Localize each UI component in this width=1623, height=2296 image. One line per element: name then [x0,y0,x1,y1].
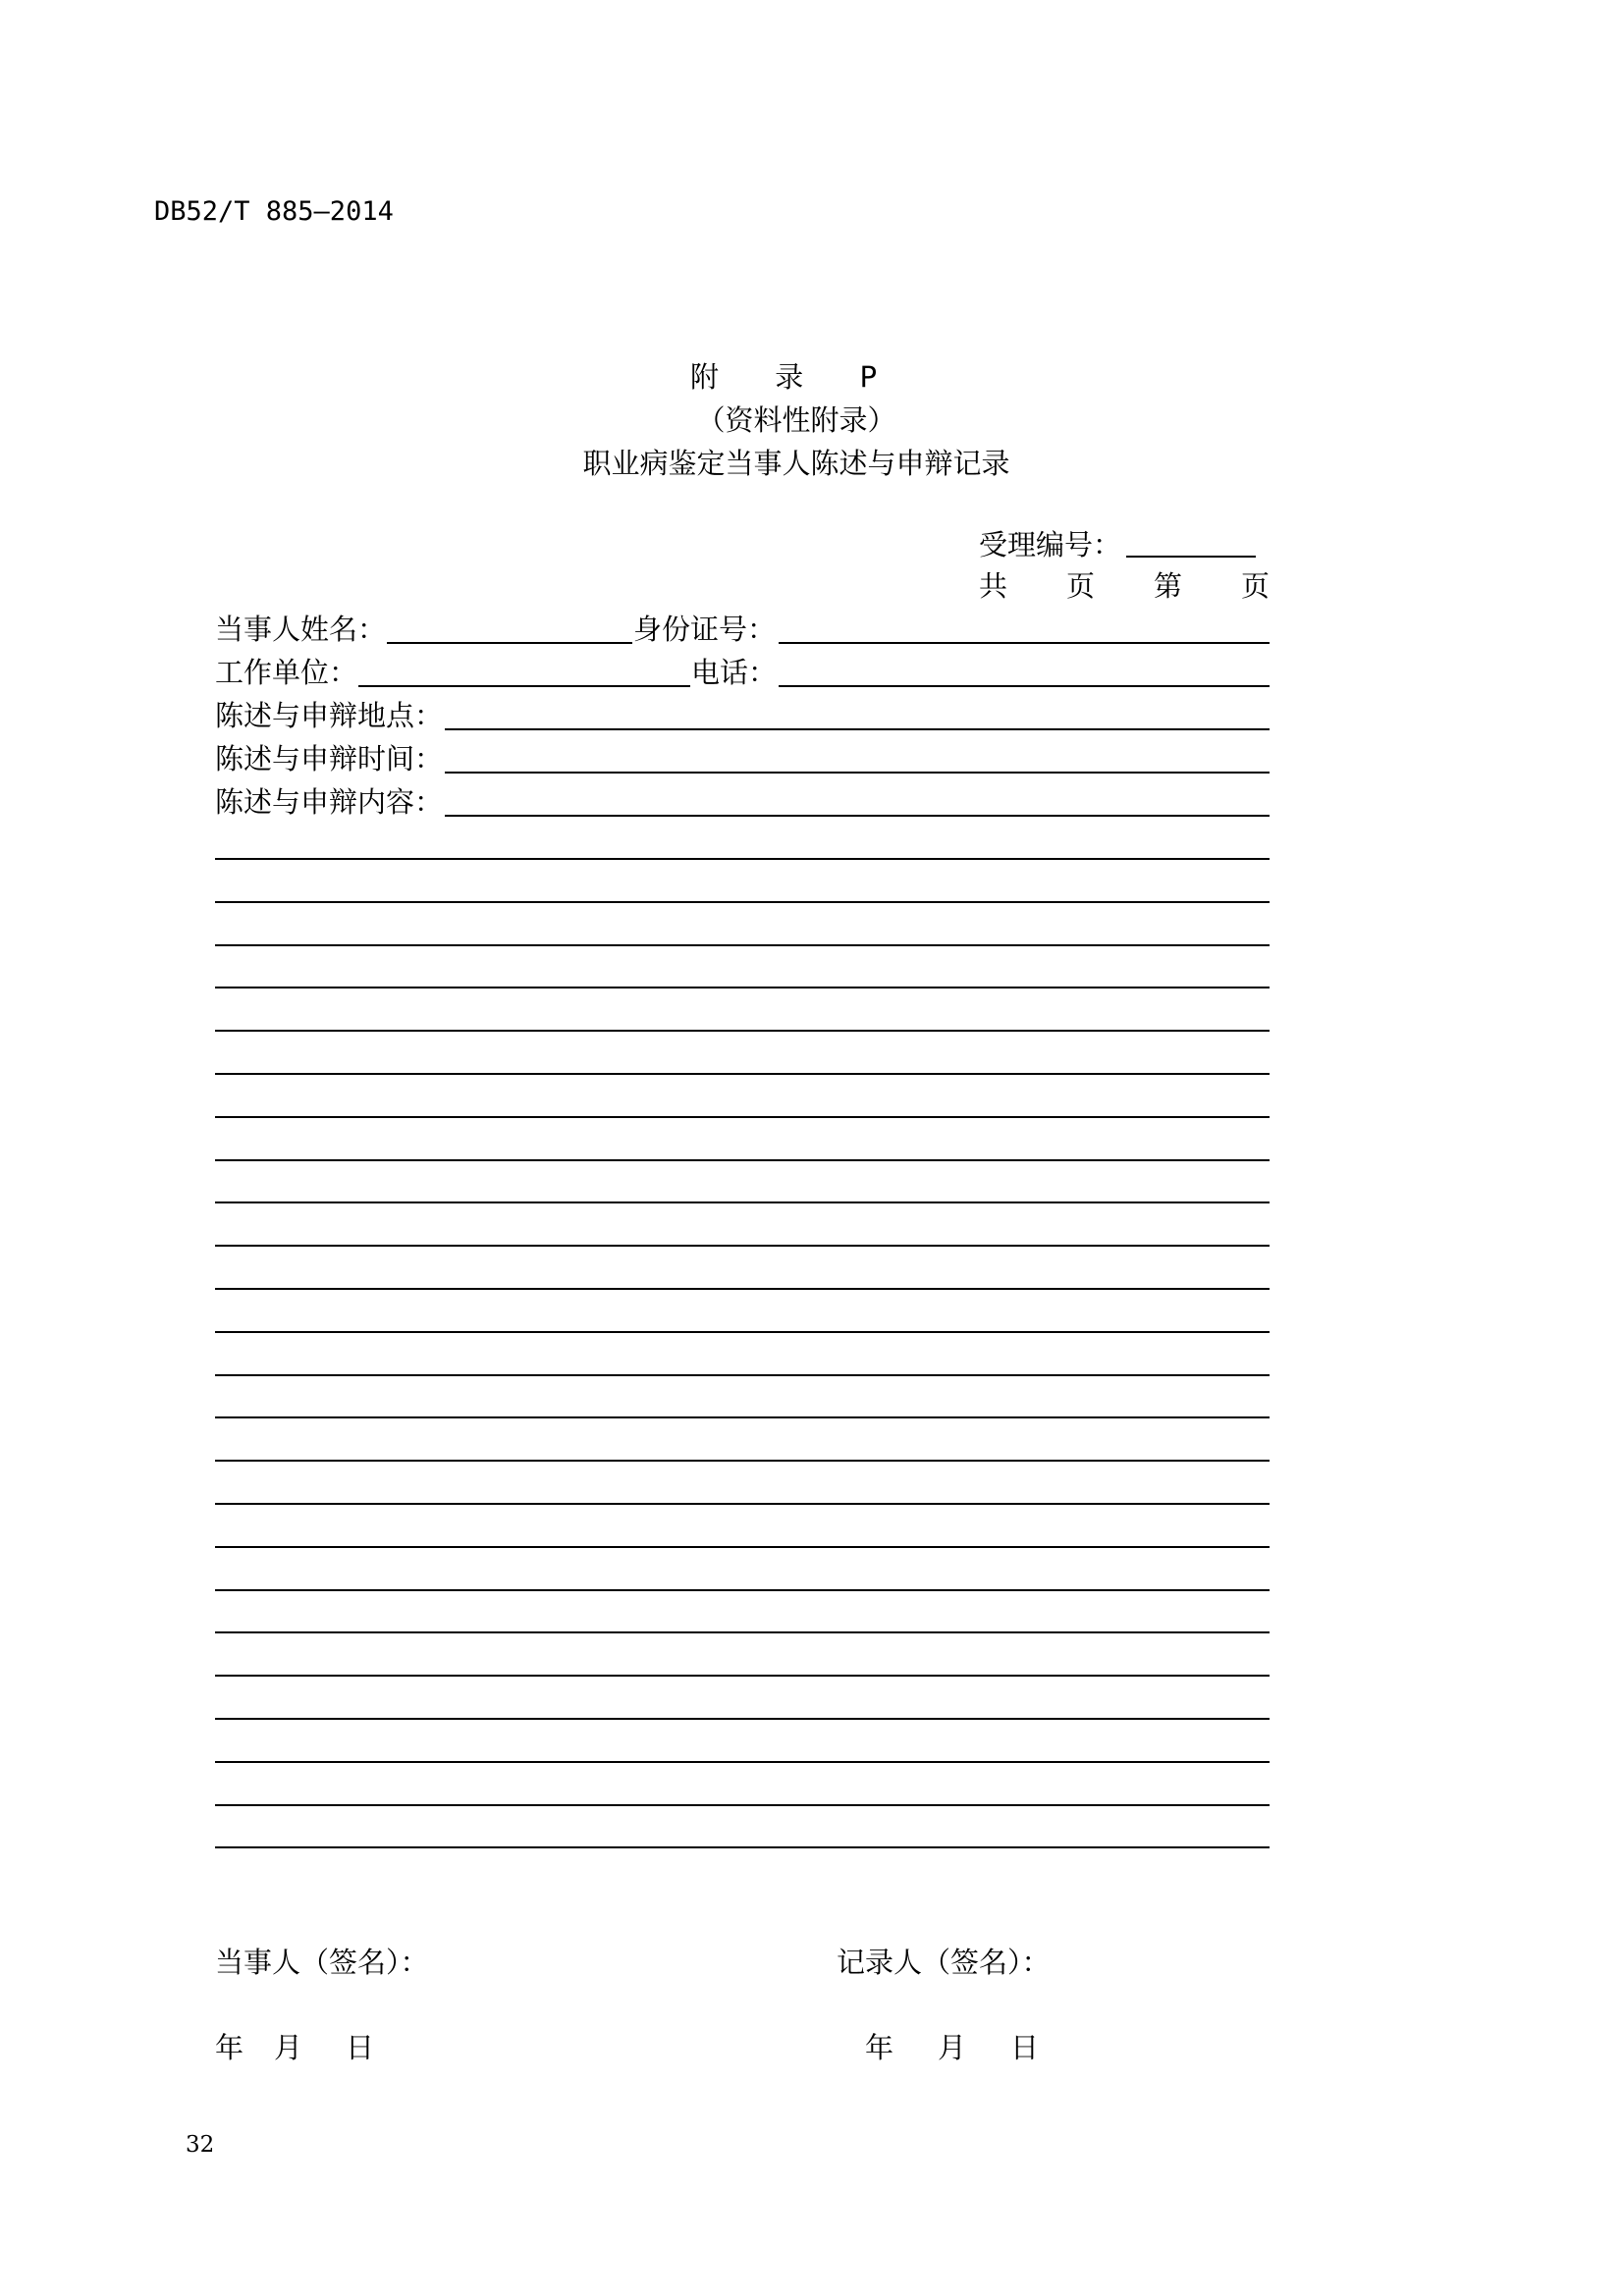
party-date-month: 月 [274,2031,303,2064]
employer-label: 工作单位： [215,656,358,689]
page-current-prefix: 第 [1153,569,1182,603]
recorder-signature-label: 记录人（签名）： [837,1946,1051,1979]
content-writing-line[interactable] [215,1374,1270,1376]
content-writing-line[interactable] [215,858,1270,860]
recorder-date-year: 年 [865,2031,894,2064]
party-name-field[interactable] [387,642,632,644]
content-writing-line[interactable] [215,1675,1270,1677]
content-writing-line[interactable] [215,1503,1270,1505]
form-title: 职业病鉴定当事人陈述与申辩记录 [582,447,1010,480]
content-writing-line[interactable] [215,1288,1270,1290]
content-writing-line[interactable] [215,1159,1270,1161]
content-writing-line[interactable] [215,987,1270,988]
page-count [979,569,1270,603]
content-writing-line[interactable] [215,1589,1270,1591]
id-number-field[interactable] [779,642,1270,644]
content-writing-line[interactable] [215,1718,1270,1720]
content-writing-line[interactable] [215,1245,1270,1247]
page-total-suffix: 页 [1065,569,1095,603]
recorder-date-month: 月 [938,2031,967,2064]
content-first-line[interactable] [445,815,1270,817]
page-number: 32 [186,2132,215,2158]
content-writing-line[interactable] [215,901,1270,903]
place-field[interactable] [445,728,1270,730]
employer-field[interactable] [358,685,690,687]
party-date-day: 日 [346,2031,375,2064]
id-number-label: 身份证号： [633,613,777,646]
content-writing-line[interactable] [215,1416,1270,1418]
recorder-date-day: 日 [1010,2031,1040,2064]
content-writing-line[interactable] [215,1331,1270,1333]
content-writing-line[interactable] [215,1073,1270,1075]
content-writing-line[interactable] [215,1546,1270,1548]
content-writing-line[interactable] [215,944,1270,946]
content-writing-line[interactable] [215,1116,1270,1118]
page-total-prefix: 共 [979,569,1008,603]
case-no-field[interactable] [1126,556,1256,558]
party-signature-label: 当事人（签名）： [215,1946,429,1979]
appendix-title: 附 录 P [690,360,900,394]
phone-label: 电话： [691,656,778,689]
content-writing-line[interactable] [215,1201,1270,1203]
time-field[interactable] [445,772,1270,774]
appendix-subtitle: （资料性附录） [696,403,896,437]
content-writing-line[interactable] [215,1761,1270,1763]
page-current-suffix: 页 [1240,569,1270,603]
content-writing-line[interactable] [215,1804,1270,1806]
phone-field[interactable] [779,685,1270,687]
place-label: 陈述与申辩地点： [215,699,444,732]
content-writing-line[interactable] [215,1460,1270,1462]
party-date-year: 年 [215,2031,244,2064]
content-writing-line[interactable] [215,1846,1270,1848]
content-writing-line[interactable] [215,1631,1270,1633]
standard-code: DB52/T 885—2014 [154,196,394,227]
party-name-label: 当事人姓名： [215,613,387,646]
content-writing-line[interactable] [215,1030,1270,1032]
content-label: 陈述与申辩内容： [215,785,444,819]
time-label: 陈述与申辩时间： [215,742,444,775]
case-no-label: 受理编号： [979,528,1122,561]
